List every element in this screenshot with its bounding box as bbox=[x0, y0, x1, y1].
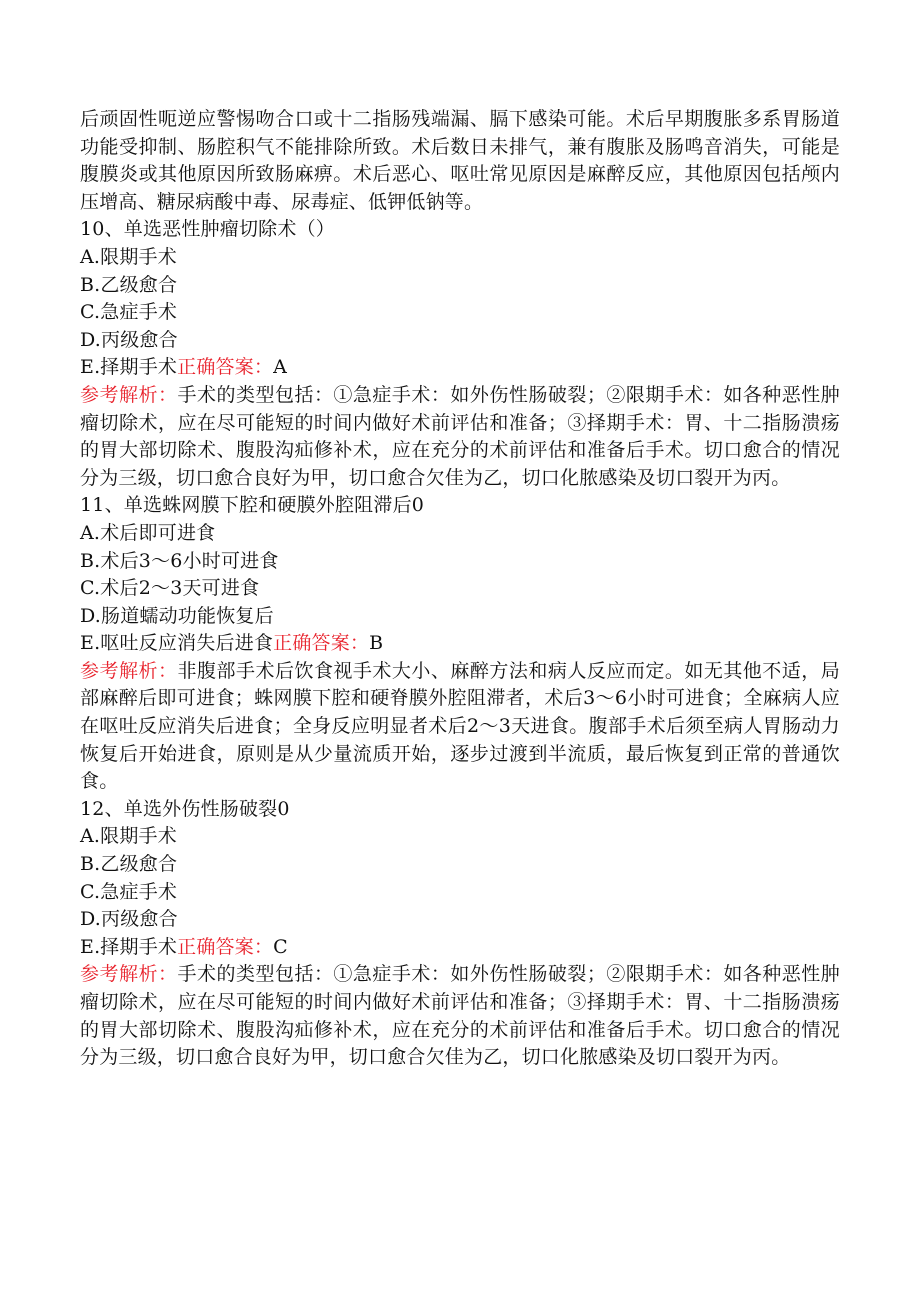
option-e: E.择期手术 bbox=[80, 356, 178, 379]
option-e-with-answer bbox=[80, 630, 840, 658]
option-a: A.限期手术 bbox=[80, 825, 177, 848]
question-title: 10、单选恶性肿瘤切除术（） bbox=[80, 218, 335, 241]
option-a: A.限期手术 bbox=[80, 245, 177, 268]
answer-value: B bbox=[369, 632, 384, 655]
option-e-with-answer bbox=[80, 354, 840, 382]
answer-value: A bbox=[273, 356, 288, 379]
option-e: E.呕吐反应消失后进食 bbox=[80, 632, 274, 655]
option-c: C.急症手术 bbox=[80, 880, 178, 903]
intro-paragraph: 后顽固性呃逆应警惕吻合口或十二指肠残端漏、膈下感染可能。术后早期腹胀多系胃肠道功能受抑制、肠腔积气不能排除所致。术后数日未排气，兼有腹胀及肠鸣音消失，可能是腹膜炎或其他原因所致肠麻痹。术后恶心、呕吐常见原因是麻醉反应，其他原因包括颅内压增高、糖尿病酸中毒、尿毒症、低钾低钠等。 bbox=[80, 108, 840, 213]
document-page bbox=[80, 106, 840, 1072]
option-e-with-answer bbox=[80, 934, 840, 962]
answer-label: 正确答案： bbox=[273, 632, 370, 655]
question-10 bbox=[80, 216, 840, 492]
answer-value: C bbox=[273, 935, 288, 958]
option-e: E.择期手术 bbox=[80, 935, 178, 958]
question-11 bbox=[80, 492, 840, 796]
analysis-paragraph bbox=[80, 658, 840, 796]
answer-label: 正确答案： bbox=[177, 356, 274, 379]
analysis-label: 参考解析： bbox=[80, 383, 178, 406]
question-title: 12、单选外伤性肠破裂0 bbox=[80, 797, 290, 820]
option-d: D.丙级愈合 bbox=[80, 908, 178, 931]
option-b: B.乙级愈合 bbox=[80, 853, 178, 876]
option-c: C.术后2～3天可进食 bbox=[80, 577, 260, 600]
question-title: 11、单选蛛网膜下腔和硬膜外腔阻滞后0 bbox=[80, 494, 425, 517]
analysis-paragraph bbox=[80, 382, 840, 492]
analysis-text: 手术的类型包括：①急症手术：如外伤性肠破裂；②限期手术：如各种恶性肿瘤切除术，应在尽可能短的时间内做好术前评估和准备；③择期手术：胃、十二指肠溃疡的胃大部切除术、腹股沟疝修补术，应在充分的术前评估和准备后手术。切口愈合的情况分为三级，切口愈合良好为甲，切口愈合欠佳为乙，切口化脓感染及切口裂开为丙。 bbox=[80, 383, 840, 489]
answer-label: 正确答案： bbox=[177, 935, 274, 958]
option-b: B.术后3～6小时可进食 bbox=[80, 549, 279, 572]
analysis-label: 参考解析： bbox=[80, 659, 178, 682]
analysis-label: 参考解析： bbox=[80, 963, 178, 986]
option-d: D.丙级愈合 bbox=[80, 328, 178, 351]
option-d: D.肠道蠕动功能恢复后 bbox=[80, 604, 274, 627]
analysis-text: 手术的类型包括：①急症手术：如外伤性肠破裂；②限期手术：如各种恶性肿瘤切除术，应在尽可能短的时间内做好术前评估和准备；③择期手术：胃、十二指肠溃疡的胃大部切除术、腹股沟疝修补术，应在充分的术前评估和准备后手术。切口愈合的情况分为三级，切口愈合良好为甲，切口愈合欠佳为乙，切口化脓感染及切口裂开为丙。 bbox=[80, 963, 840, 1069]
option-c: C.急症手术 bbox=[80, 301, 178, 324]
question-12 bbox=[80, 796, 840, 1072]
option-a: A.术后即可进食 bbox=[80, 521, 216, 544]
analysis-paragraph bbox=[80, 961, 840, 1071]
option-b: B.乙级愈合 bbox=[80, 273, 178, 296]
analysis-text: 非腹部手术后饮食视手术大小、麻醉方法和病人反应而定。如无其他不适，局部麻醉后即可进食；蛛网膜下腔和硬脊膜外腔阻滞者，术后3～6小时可进食；全麻病人应在呕吐反应消失后进食；全身反应明显者术后2～3天进食。腹部手术后须至病人胃肠动力恢复后开始进食，原则是从少量流质开始，逐步过渡到半流质，最后恢复到正常的普通饮食。 bbox=[80, 659, 840, 793]
